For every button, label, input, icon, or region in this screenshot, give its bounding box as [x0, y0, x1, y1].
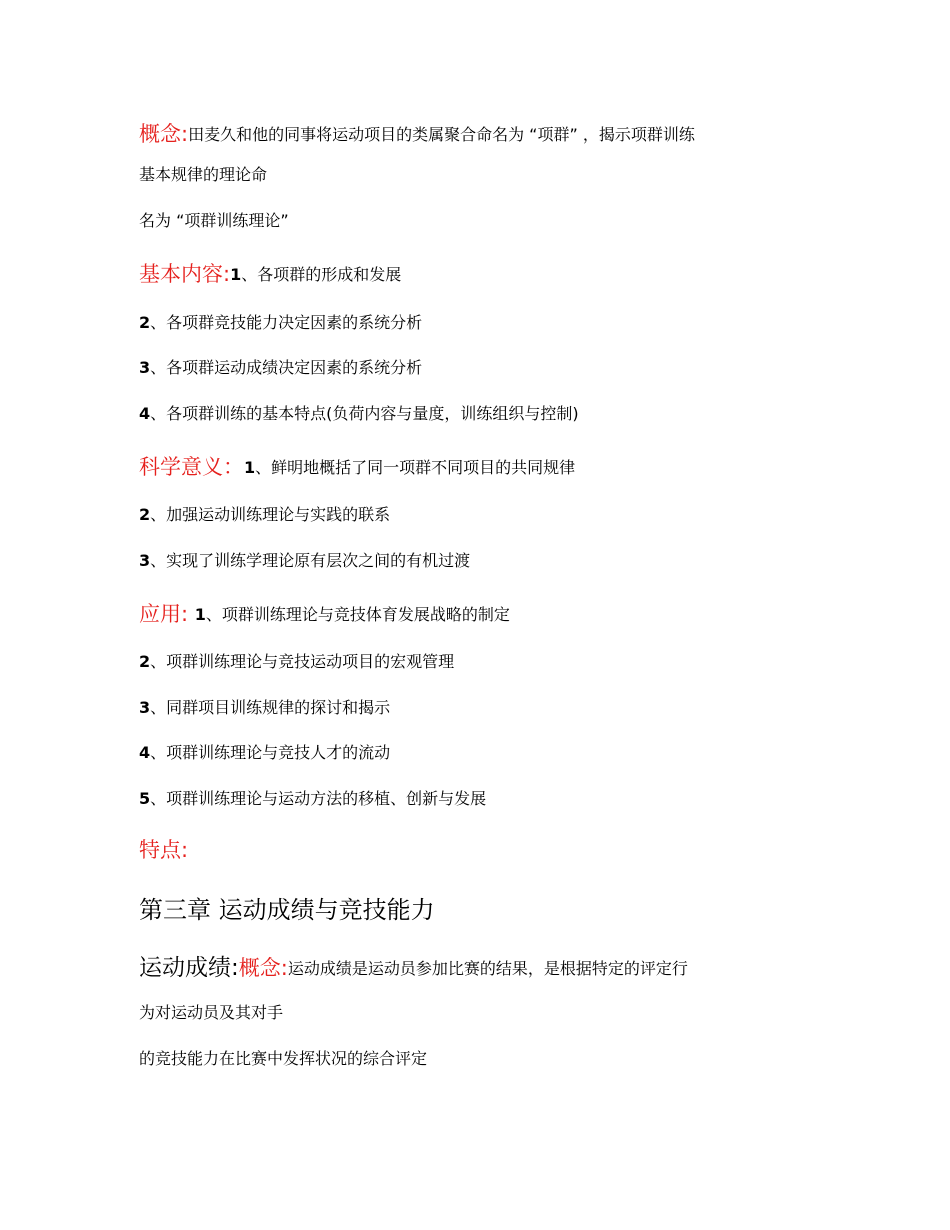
list-item-text: 、鲜明地概括了同一项群不同项目的共同规律	[255, 458, 576, 477]
list-number: 2	[139, 652, 151, 671]
list-item	[139, 743, 390, 763]
list-number: 1	[230, 265, 242, 284]
performance-text-line3: 的竞技能力在比赛中发挥状况的综合评定	[139, 1049, 428, 1068]
list-item	[139, 358, 422, 378]
list-item-text: 、各项群的形成和发展	[241, 265, 402, 284]
concept-text-line3: 名为 “项群训练理论”	[139, 211, 289, 230]
list-number: 2	[139, 505, 151, 524]
application-heading: 应用:	[139, 602, 195, 626]
list-item-text: 、各项群运动成绩决定因素的系统分析	[150, 358, 423, 377]
concept-text-line1: 田麦久和他的同事将运动项目的类属聚合命名为 “项群” ，揭示项群训练	[188, 125, 695, 144]
list-number: 3	[139, 358, 151, 377]
significance-heading: 科学意义：	[139, 455, 244, 479]
list-item-text: 、项群训练理论与竞技运动项目的宏观管理	[150, 652, 455, 671]
list-number: 5	[139, 789, 151, 808]
list-number: 1	[194, 605, 206, 624]
list-item	[139, 551, 470, 571]
significance-line1	[139, 457, 575, 478]
basic-content-heading: 基本内容:	[139, 262, 231, 286]
concept-heading: 概念:	[139, 122, 189, 146]
list-item-text: 、项群训练理论与竞技体育发展战略的制定	[205, 605, 510, 624]
list-item	[139, 404, 579, 424]
performance-text-line1: 运动成绩是运动员参加比赛的结果，是根据特定的评定行	[287, 959, 688, 978]
list-item-text: 、加强运动训练理论与实践的联系	[150, 505, 391, 524]
list-number: 1	[244, 458, 256, 477]
features-line	[139, 840, 188, 861]
list-item	[139, 505, 390, 525]
list-item	[139, 789, 486, 809]
list-item	[139, 313, 422, 333]
list-item-text: 、各项群竞技能力决定因素的系统分析	[150, 313, 423, 332]
performance-text-line2: 为对运动员及其对手	[139, 1003, 284, 1022]
list-item-text: 、项群训练理论与竞技人才的流动	[150, 743, 391, 762]
list-item-text: 、同群项目训练规律的探讨和揭示	[150, 698, 391, 717]
performance-line1	[139, 955, 688, 981]
list-item	[139, 652, 454, 672]
concept-paragraph-line1	[139, 124, 695, 145]
concept-text-line2: 基本规律的理论命	[139, 165, 268, 184]
features-heading: 特点:	[139, 838, 189, 862]
list-item	[139, 698, 390, 718]
list-item-text: 、项群训练理论与运动方法的移植、创新与发展	[150, 789, 487, 808]
performance-heading: 运动成绩:	[139, 955, 239, 981]
list-number: 3	[139, 551, 151, 570]
list-item-text: 、各项群训练的基本特点(负荷内容与量度，训练组织与控制)	[150, 404, 579, 423]
list-number: 2	[139, 313, 151, 332]
list-number: 4	[139, 404, 151, 423]
list-number: 3	[139, 698, 151, 717]
basic-content-line1	[139, 264, 401, 285]
application-line1	[139, 604, 510, 625]
chapter-title: 第三章 运动成绩与竞技能力	[139, 896, 435, 924]
performance-concept-heading: 概念:	[238, 956, 288, 980]
list-number: 4	[139, 743, 151, 762]
list-item-text: 、实现了训练学理论原有层次之间的有机过渡	[150, 551, 471, 570]
